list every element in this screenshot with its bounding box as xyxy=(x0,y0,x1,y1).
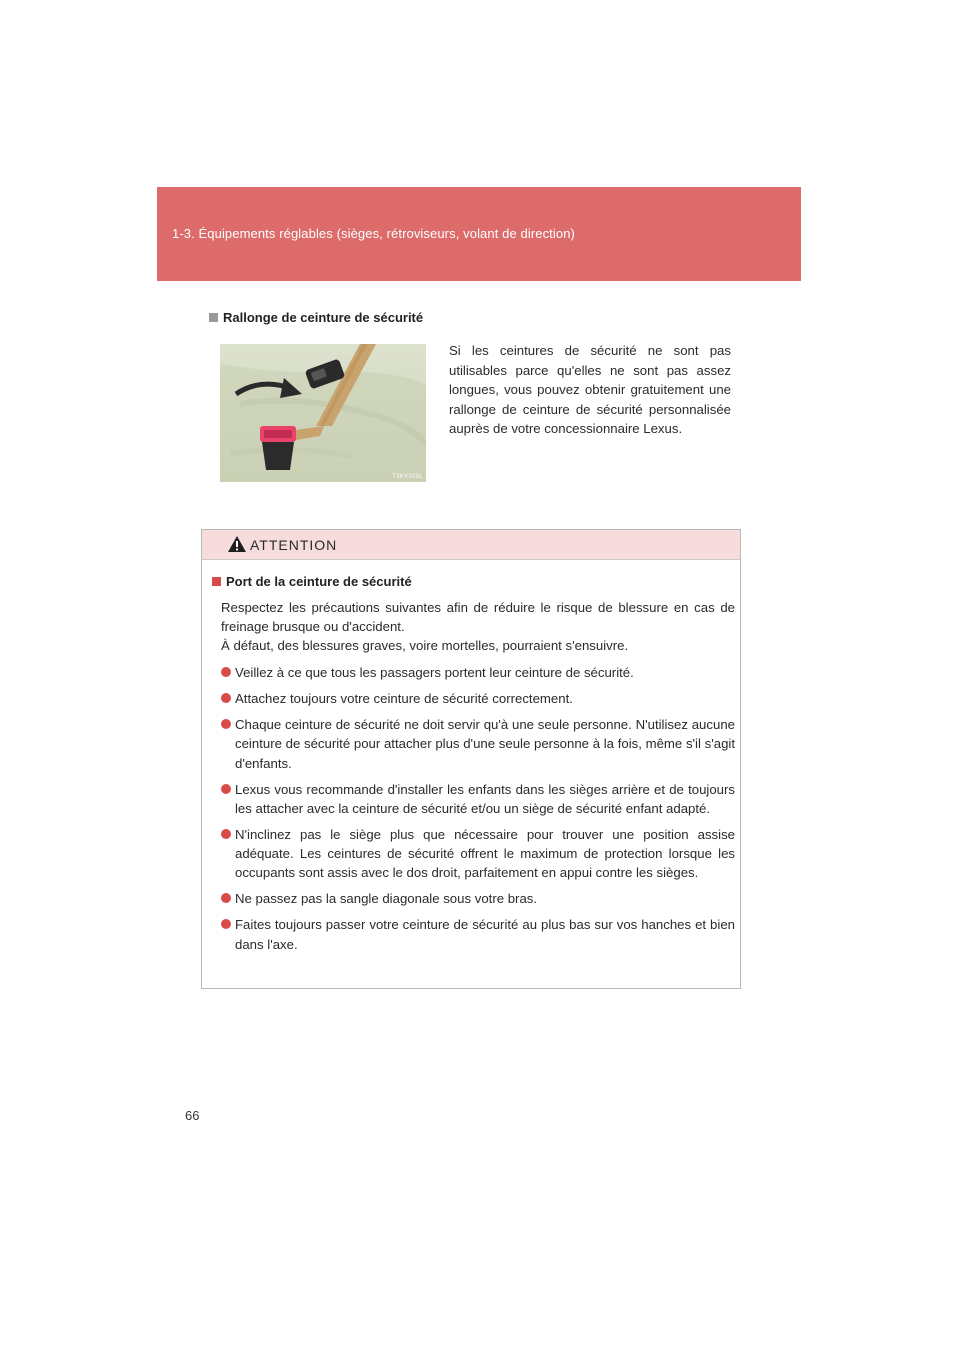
warning-triangle-icon xyxy=(227,535,247,553)
list-item: Lexus vous recommande d'installer les enfants dans les sièges arrière et de toujours les attacher avec la ceinture de sécurité et/ou un siège de sécurité enfant adapté. xyxy=(221,780,735,819)
bullet-dot-icon xyxy=(221,893,231,903)
red-square-icon xyxy=(212,577,221,586)
section-title xyxy=(209,310,423,325)
warning-intro-2: À défaut, des blessures graves, voire mortelles, pourraient s'ensuivre. xyxy=(221,638,629,653)
section-title-text: Rallonge de ceinture de sécurité xyxy=(223,310,424,325)
warning-intro xyxy=(221,598,735,655)
bullet-dot-icon xyxy=(221,693,231,703)
gray-square-icon xyxy=(209,313,218,322)
warning-subtitle-text: Port de la ceinture de sécurité xyxy=(226,574,412,589)
seat-belt-extender-photo xyxy=(220,344,426,482)
bullet-dot-icon xyxy=(221,784,231,794)
list-item: Chaque ceinture de sécurité ne doit servir qu'à une seule personne. N'utilisez aucune ceinture de sécurité pour attacher plus d'une seule personne à la fois, même s'il s'agit d'enfants. xyxy=(221,715,735,773)
section-body-text: Si les ceintures de sécurité ne sont pas utilisables parce qu'elles ne sont pas assez longues, vous pouvez obtenir gratuitement une rallonge de ceinture de sécurité personnalisée auprès de votre concessionnaire Lexus. xyxy=(449,343,731,437)
warning-subtitle xyxy=(212,574,412,589)
list-item: N'inclinez pas le siège plus que nécessaire pour trouver une position assise adéquate. Les ceintures de sécurité offrent le maximum de protection lorsque les occupants sont assis avec le dos droit, parfaitement en appui contre les sièges. xyxy=(221,825,735,883)
warning-intro-1: Respectez les précautions suivantes afin de réduire le risque de blessure en cas de freinage brusque ou d'accident. xyxy=(221,600,735,634)
warning-bullet-list xyxy=(221,663,735,961)
bullet-dot-icon xyxy=(221,829,231,839)
list-item: Attachez toujours votre ceinture de sécurité correctement. xyxy=(221,689,735,708)
bullet-dot-icon xyxy=(221,919,231,929)
list-item: Ne passez pas la sangle diagonale sous votre bras. xyxy=(221,889,735,908)
bullet-dot-icon xyxy=(221,667,231,677)
warning-box xyxy=(201,529,741,989)
seat-belt-illustration xyxy=(220,344,426,482)
warning-header xyxy=(202,530,740,560)
chapter-title: 1-3. Équipements réglables (sièges, rétroviseurs, volant de direction) xyxy=(172,226,575,241)
image-code: T3KY010L xyxy=(392,474,423,480)
list-item: Veillez à ce que tous les passagers portent leur ceinture de sécurité. xyxy=(221,663,735,682)
page-number: 66 xyxy=(185,1108,200,1123)
list-item: Faites toujours passer votre ceinture de sécurité au plus bas sur vos hanches et bien dans l'axe. xyxy=(221,915,735,954)
warning-label: ATTENTION xyxy=(250,537,338,553)
bullet-dot-icon xyxy=(221,719,231,729)
